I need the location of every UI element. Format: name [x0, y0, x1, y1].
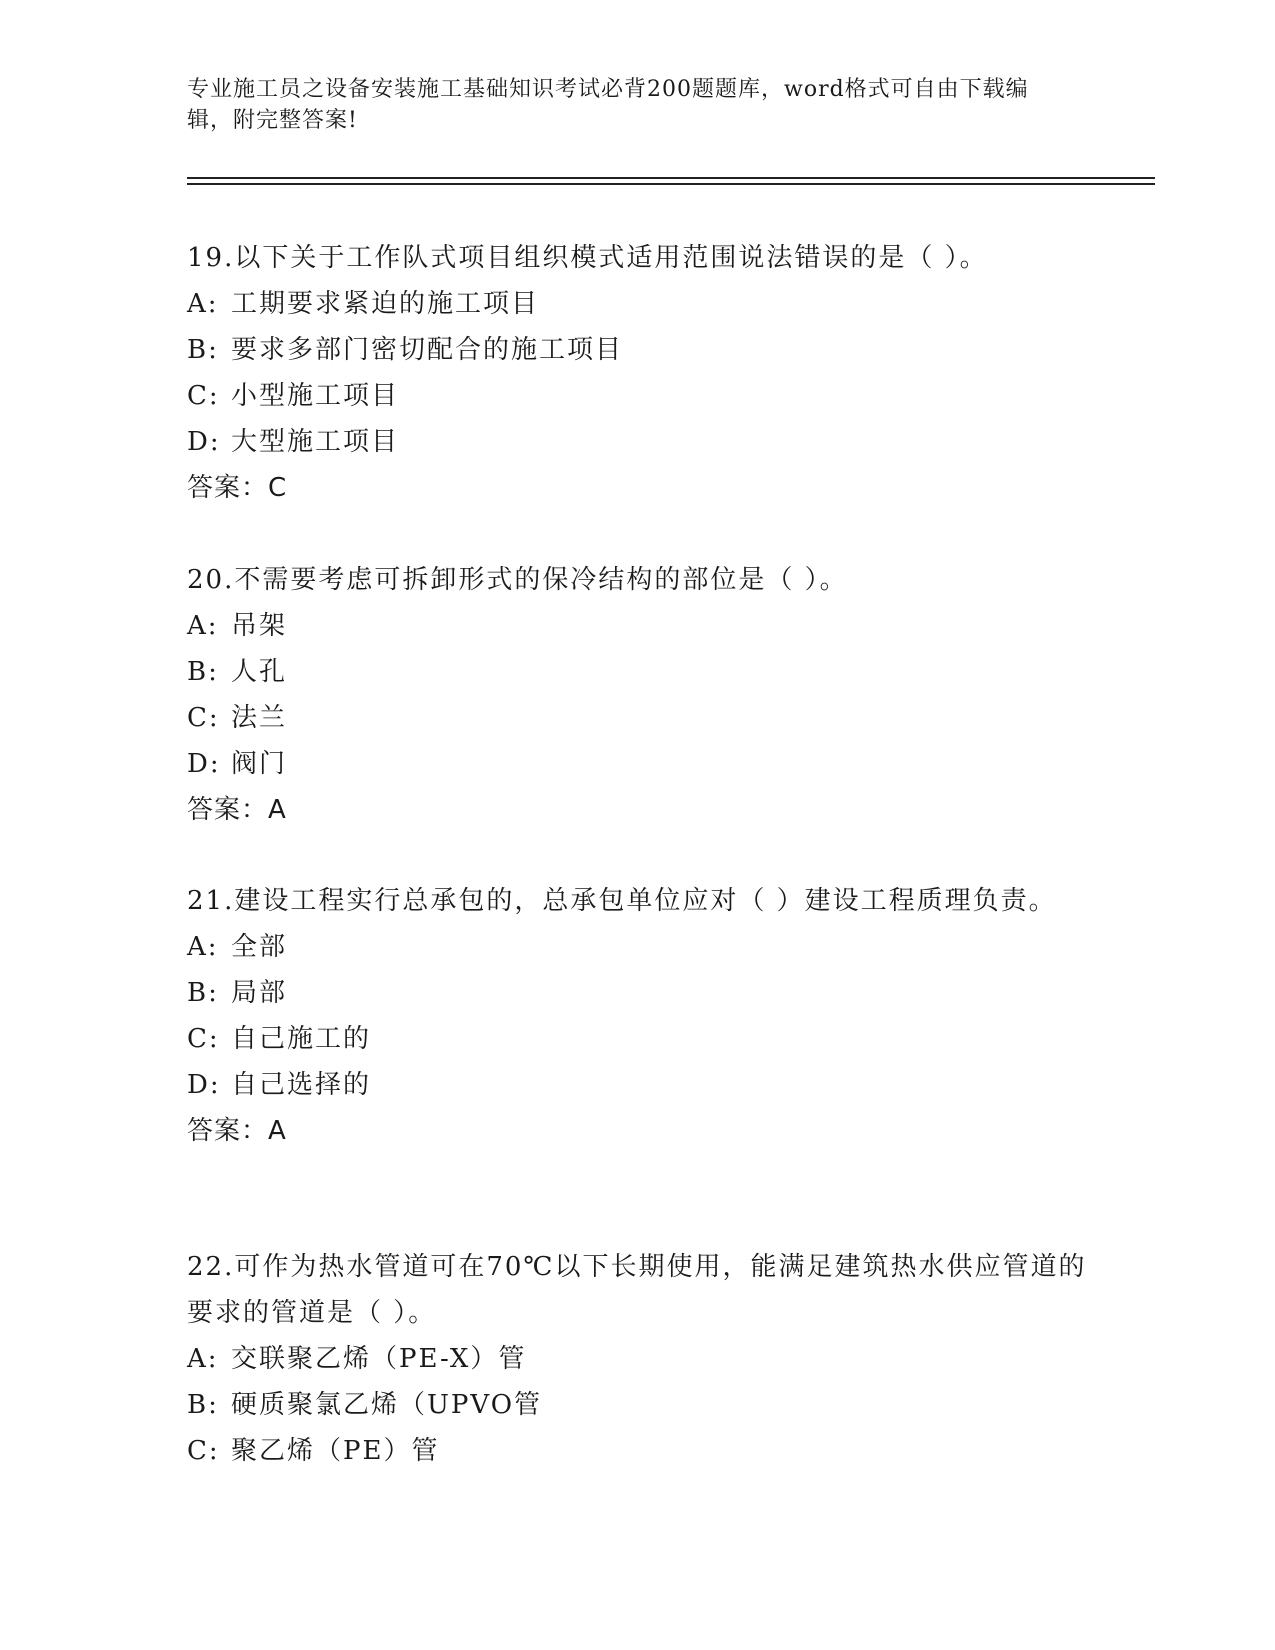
answer-line: 答案：A	[187, 1116, 287, 1146]
option-text: 局部	[231, 978, 288, 1008]
option-text: 自己施工的	[231, 1024, 372, 1054]
question-21	[187, 878, 1087, 1154]
option-b	[187, 327, 1087, 373]
option-text: 人孔	[231, 657, 288, 687]
option-b	[187, 1382, 1087, 1428]
option-a	[187, 603, 1087, 649]
option-a	[187, 1336, 1087, 1382]
option-key: C:	[187, 1024, 220, 1054]
option-c	[187, 695, 1087, 741]
question-22	[187, 1244, 1087, 1474]
option-text: 交联聚乙烯（PE-X）管	[231, 1344, 527, 1374]
question-stem: 20.不需要考虑可拆卸形式的保冷结构的部位是（ ）。	[187, 565, 848, 595]
option-text: 阀门	[231, 749, 288, 779]
option-key: B:	[187, 978, 219, 1008]
option-text: 自己选择的	[231, 1070, 372, 1100]
option-key: B:	[187, 657, 219, 687]
option-key: D:	[187, 427, 221, 457]
option-b	[187, 649, 1087, 695]
answer-line: 答案：C	[187, 473, 288, 503]
option-key: D:	[187, 749, 221, 779]
option-text: 要求多部门密切配合的施工项目	[231, 335, 624, 365]
option-key: C:	[187, 381, 220, 411]
option-d	[187, 1062, 1087, 1108]
option-b	[187, 970, 1087, 1016]
question-stem: 21.建设工程实行总承包的，总承包单位应对（ ）建设工程质理负责。	[187, 886, 1057, 916]
option-key: A:	[187, 1344, 219, 1374]
option-c	[187, 373, 1087, 419]
option-key: A:	[187, 611, 219, 641]
question-stem: 19.以下关于工作队式项目组织模式适用范围说法错误的是（ ）。	[187, 243, 988, 273]
option-c	[187, 1016, 1087, 1062]
answer-line: 答案：A	[187, 795, 287, 825]
option-d	[187, 741, 1087, 787]
option-key: C:	[187, 1436, 220, 1466]
option-a	[187, 281, 1087, 327]
option-text: 吊架	[231, 611, 288, 641]
option-text: 大型施工项目	[231, 427, 400, 457]
question-20	[187, 557, 1087, 833]
option-text: 全部	[231, 932, 288, 962]
option-key: B:	[187, 335, 219, 365]
option-key: B:	[187, 1390, 219, 1420]
option-a	[187, 924, 1087, 970]
option-key: A:	[187, 932, 219, 962]
option-d	[187, 419, 1087, 465]
option-text: 法兰	[231, 703, 288, 733]
option-text: 聚乙烯（PE）管	[231, 1436, 440, 1466]
option-text: 硬质聚氯乙烯（UPVO管	[231, 1390, 543, 1420]
option-text: 工期要求紧迫的施工项目	[231, 289, 540, 319]
option-key: A:	[187, 289, 219, 319]
header-divider-bottom	[187, 183, 1155, 185]
option-c	[187, 1428, 1087, 1474]
header-divider-top	[187, 177, 1155, 179]
question-stem: 22.可作为热水管道可在70℃以下长期使用，能满足建筑热水供应管道的要求的管道是（ ）。	[187, 1252, 1087, 1328]
option-text: 小型施工项目	[231, 381, 400, 411]
document-header: 专业施工员之设备安装施工基础知识考试必背200题题库，word格式可自由下载编辑，附完整答案!	[187, 77, 1029, 133]
option-key: C:	[187, 703, 220, 733]
option-key: D:	[187, 1070, 221, 1100]
question-19	[187, 235, 1087, 511]
